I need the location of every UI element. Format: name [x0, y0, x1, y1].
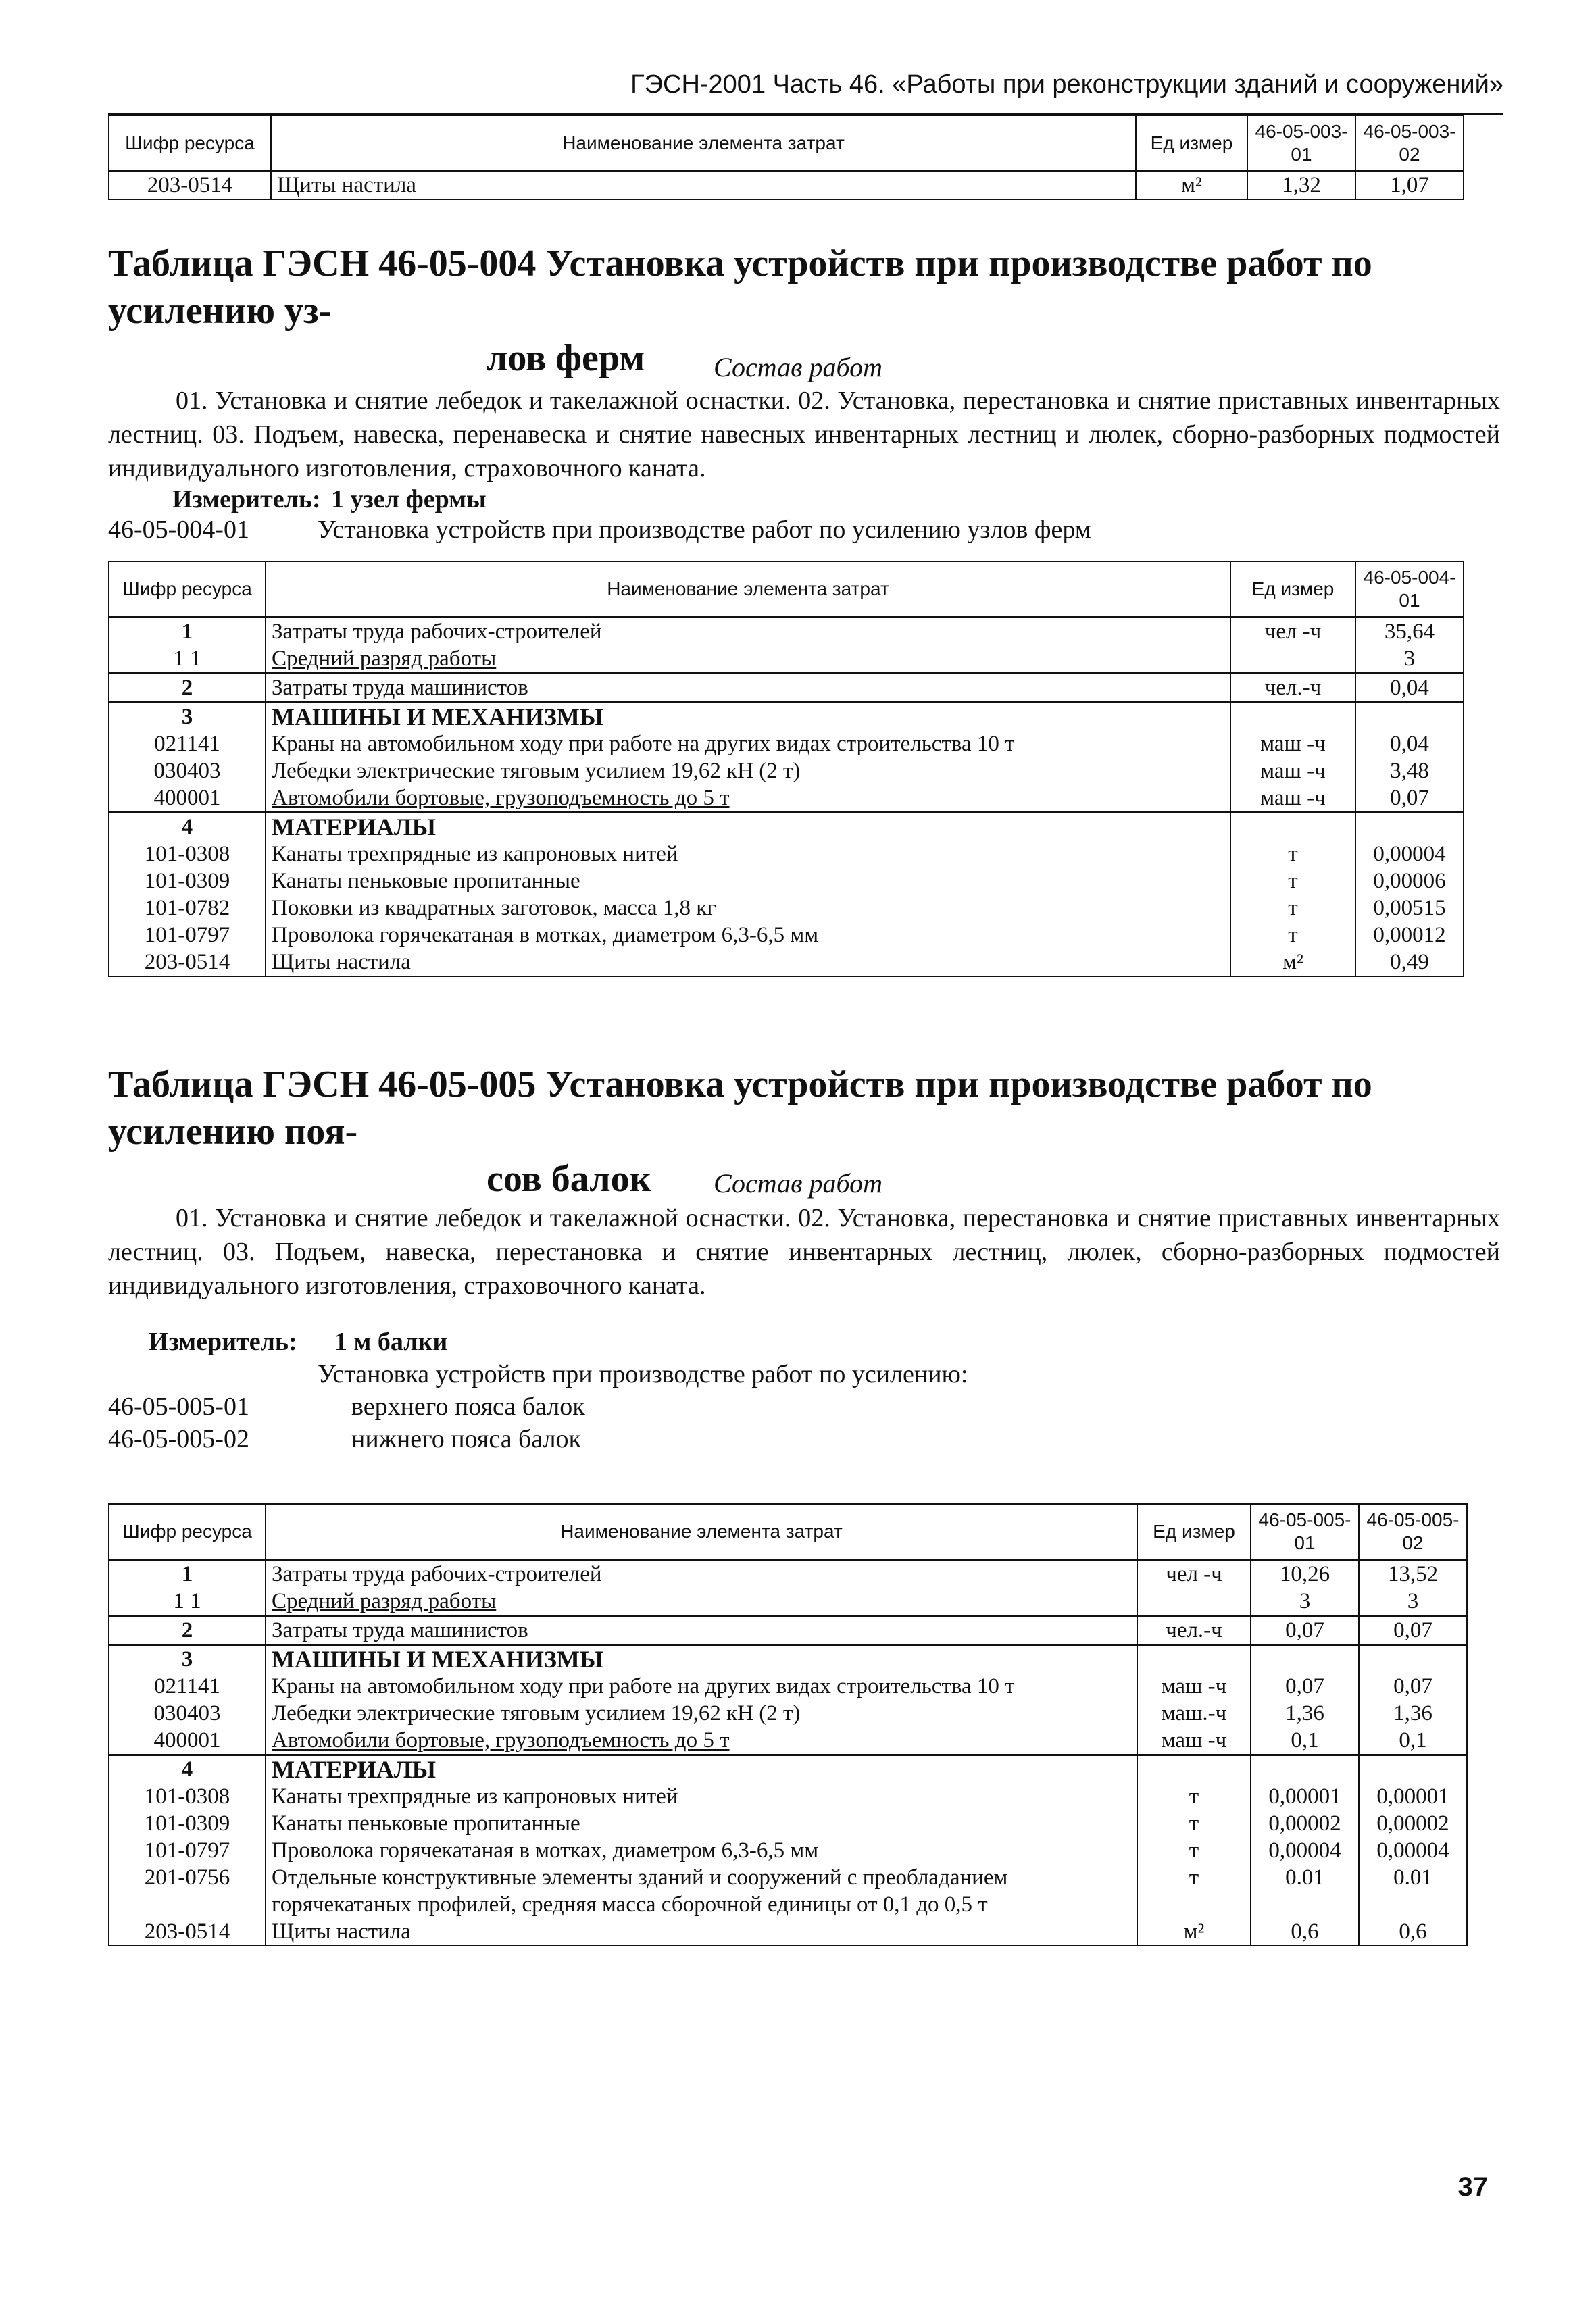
- cell-code: 021141: [109, 1673, 266, 1700]
- table-row: [109, 1673, 1467, 1700]
- cell-value: 13,52: [1359, 1560, 1467, 1588]
- cell-unit: м²: [1136, 171, 1247, 199]
- cell-value: 0,07: [1251, 1616, 1359, 1645]
- cell-code: 030403: [109, 757, 266, 784]
- table-004-title-line2: лов ферм: [487, 337, 645, 379]
- cell-code: 4: [109, 813, 266, 841]
- cell-name: Автомобили бортовые, грузоподъемность до 5 т: [266, 1727, 1137, 1755]
- cell-code: 203-0514: [109, 171, 271, 199]
- cell-value: 3: [1359, 1588, 1467, 1616]
- col-header-unit: Ед измер: [1136, 116, 1247, 171]
- table-004-composition-text: 01. Установка и снятие лебедок и такелажной оснастки. 02. Установка, перестановка и снятие приставных инвентарных лестниц. 03. Подъем, навеска, перенавеска и снятие навесных инвентарных лестниц и люлек, сборно-разборных подмостей индивидуального изготовления, страховочного каната.: [108, 386, 1500, 482]
- table-005-norm2-code: 46-05-005-02: [108, 1425, 249, 1453]
- table-section-row: [109, 813, 1464, 841]
- cell-unit: т: [1137, 1837, 1251, 1864]
- col-header-unit: Ед измер: [1137, 1504, 1251, 1560]
- table-row: [109, 1727, 1467, 1755]
- cell-name: Канаты трехпрядные из капроновых нитей: [266, 1783, 1137, 1810]
- cell-value: 0,00004: [1355, 840, 1464, 867]
- table-004-title-line1: Таблица ГЭСН 46-05-004 Установка устройств при производстве работ по усилению уз-: [108, 243, 1372, 332]
- cell-value: 0,00001: [1359, 1783, 1467, 1810]
- cell-code: 101-0309: [109, 867, 266, 895]
- col-header-code: Шифр ресурса: [109, 116, 271, 171]
- cell-code: 3: [109, 703, 266, 731]
- table-005-meter-label: Измеритель:: [149, 1328, 297, 1356]
- cell-value: 35,64: [1355, 618, 1464, 646]
- cell-name: МАТЕРИАЛЫ: [266, 1755, 1137, 1784]
- cell-value: 10,26: [1251, 1560, 1359, 1588]
- cell-unit: [1137, 1645, 1251, 1674]
- cell-value: 3: [1251, 1588, 1359, 1616]
- cell-value: 0,07: [1359, 1616, 1467, 1645]
- table-005-norm2-name: нижнего пояса балок: [351, 1425, 582, 1453]
- cell-unit: маш -ч: [1230, 784, 1355, 813]
- table-section-row: [109, 1755, 1467, 1784]
- cell-name: МАШИНЫ И МЕХАНИЗМЫ: [266, 1645, 1137, 1674]
- cell-value: 0,07: [1355, 784, 1464, 813]
- cell-code: 1 1: [109, 1588, 266, 1616]
- cell-name: Средний разряд работы: [266, 645, 1230, 674]
- cell-value: 3,48: [1355, 757, 1464, 784]
- cell-value: 0,00001: [1251, 1783, 1359, 1810]
- cell-code: 101-0309: [109, 1810, 266, 1837]
- table-004-norm-name: Установка устройств при производстве работ по усилению узлов ферм: [318, 515, 1091, 544]
- cell-value: 3: [1355, 645, 1464, 674]
- cell-unit: [1137, 1588, 1251, 1616]
- cell-unit: м²: [1137, 1918, 1251, 1946]
- cell-code: 1: [109, 618, 266, 646]
- col-header-norm: 46-05-005-02: [1359, 1504, 1467, 1560]
- cell-name: Средний разряд работы: [266, 1588, 1137, 1616]
- cell-name: МАШИНЫ И МЕХАНИЗМЫ: [266, 703, 1230, 731]
- cell-code: 2: [109, 1616, 266, 1645]
- cell-code: 4: [109, 1755, 266, 1784]
- cell-value: [1251, 1755, 1359, 1784]
- col-header-unit: Ед измер: [1230, 561, 1355, 618]
- table-row: [109, 645, 1464, 674]
- cell-name: Канаты трехпрядные из капроновых нитей: [266, 840, 1230, 867]
- cell-code: 1: [109, 1560, 266, 1588]
- table-row: [109, 674, 1464, 703]
- table-section-row: [109, 1645, 1467, 1674]
- cell-value: 1,32: [1247, 171, 1355, 199]
- cell-unit: [1137, 1755, 1251, 1784]
- cell-unit: [1230, 813, 1355, 841]
- col-header-name: Наименование элемента затрат: [271, 116, 1136, 171]
- table-005-composition-label: Состав работ: [714, 1168, 882, 1199]
- table-005: [108, 1503, 1468, 1946]
- cell-value: 0,6: [1251, 1918, 1359, 1946]
- table-row: [109, 1837, 1467, 1864]
- cell-unit: т: [1137, 1810, 1251, 1837]
- cell-name: Проволока горячекатаная в мотках, диаметром 6,3-6,5 мм: [266, 922, 1230, 949]
- cell-code: 400001: [109, 1727, 266, 1755]
- cell-unit: чел -ч: [1137, 1560, 1251, 1588]
- col-header-norm: 46-05-004-01: [1355, 561, 1464, 618]
- cell-value: 0,1: [1359, 1727, 1467, 1755]
- cell-unit: [1230, 645, 1355, 674]
- cell-value: 0,00004: [1251, 1837, 1359, 1864]
- table-row: [109, 922, 1464, 949]
- cell-code: 021141: [109, 730, 266, 757]
- cell-code: 400001: [109, 784, 266, 813]
- col-header-norm: 46-05-003-02: [1355, 116, 1464, 171]
- cell-unit: чел.-ч: [1230, 674, 1355, 703]
- cell-unit: т: [1230, 922, 1355, 949]
- table-row: [109, 1560, 1467, 1588]
- cell-unit: маш.-ч: [1137, 1700, 1251, 1727]
- cell-value: 0.01: [1251, 1864, 1359, 1918]
- table-row: [109, 1864, 1467, 1918]
- table-row: [109, 840, 1464, 867]
- cell-unit: чел -ч: [1230, 618, 1355, 646]
- table-row: [109, 171, 1464, 199]
- col-header-norm: 46-05-005-01: [1251, 1504, 1359, 1560]
- cell-value: 1,36: [1251, 1700, 1359, 1727]
- cell-name: Затраты труда машинистов: [266, 1616, 1137, 1645]
- running-header: ГЭСН-2001 Часть 46. «Работы при реконструкции зданий и сооружений»: [108, 64, 1503, 115]
- table-row: [109, 949, 1464, 976]
- cell-name: Отдельные конструктивные элементы зданий и сооружений с преобладанием горячекатаных профилей, средняя масса сборочной единицы от 0,1 до 0,5 т: [266, 1864, 1137, 1918]
- table-004: [108, 561, 1464, 977]
- cell-name: Лебедки электрические тяговым усилием 19,62 кН (2 т): [266, 1700, 1137, 1727]
- cell-name: Затраты труда машинистов: [266, 674, 1230, 703]
- table-004-meter-value: 1 узел фермы: [331, 485, 487, 513]
- cell-name: Щиты настила: [266, 1918, 1137, 1946]
- cell-unit: чел.-ч: [1137, 1616, 1251, 1645]
- col-header-name: Наименование элемента затрат: [266, 561, 1230, 618]
- cell-code: 101-0797: [109, 1837, 266, 1864]
- table-005-composition-text: 01. Установка и снятие лебедок и такелажной оснастки. 02. Установка, перестановка и снятие приставных инвентарных лестниц. 03. Подъем, навеска, перестановка и снятие инвентарных лестниц, люлек, сборно-разборных подмостей индивидуального изготовления, страховочного каната.: [108, 1204, 1500, 1300]
- cell-value: 0,04: [1355, 674, 1464, 703]
- cell-value: 0,00012: [1355, 922, 1464, 949]
- cell-name: Краны на автомобильном ходу при работе на других видах строительства 10 т: [266, 1673, 1137, 1700]
- cell-value: [1251, 1645, 1359, 1674]
- page-number: 37: [1457, 2172, 1488, 2202]
- table-row: [109, 1810, 1467, 1837]
- cell-unit: маш -ч: [1230, 730, 1355, 757]
- table-row: [109, 1616, 1467, 1645]
- table-004-composition-label: Состав работ: [714, 352, 882, 382]
- cell-value: 0,07: [1359, 1673, 1467, 1700]
- cell-name: Затраты труда рабочих-строителей: [266, 618, 1230, 646]
- cell-unit: маш -ч: [1137, 1673, 1251, 1700]
- col-header-code: Шифр ресурса: [109, 561, 266, 618]
- cell-code: 030403: [109, 1700, 266, 1727]
- table-row: [109, 618, 1464, 646]
- table-row: [109, 784, 1464, 813]
- cell-name: Щиты настила: [271, 171, 1136, 199]
- table-004-meter-label: Измеритель:: [172, 485, 321, 513]
- cell-code: 3: [109, 1645, 266, 1674]
- cell-name: Затраты труда рабочих-строителей: [266, 1560, 1137, 1588]
- table-row: [109, 1700, 1467, 1727]
- cell-value: 0,07: [1251, 1673, 1359, 1700]
- cell-name: Автомобили бортовые, грузоподъемность до 5 т: [266, 784, 1230, 813]
- cell-code: 101-0782: [109, 895, 266, 922]
- table-005-norm1-code: 46-05-005-01: [108, 1392, 249, 1421]
- cell-value: 0.01: [1359, 1864, 1467, 1918]
- table-005-title-line2: сов балок: [487, 1158, 651, 1200]
- cell-code: 2: [109, 674, 266, 703]
- cell-value: 0,1: [1251, 1727, 1359, 1755]
- table-row: [109, 1588, 1467, 1616]
- table-prev-continuation: [108, 115, 1464, 200]
- cell-value: 0,00002: [1251, 1810, 1359, 1837]
- cell-unit: т: [1137, 1864, 1251, 1918]
- cell-unit: маш -ч: [1137, 1727, 1251, 1755]
- table-row: [109, 867, 1464, 895]
- cell-name: Щиты настила: [266, 949, 1230, 976]
- col-header-norm: 46-05-003-01: [1247, 116, 1355, 171]
- table-005-title-line1: Таблица ГЭСН 46-05-005 Установка устройств при производстве работ по усилению поя-: [108, 1063, 1372, 1153]
- cell-value: 0,00002: [1359, 1810, 1467, 1837]
- cell-value: 0,00515: [1355, 895, 1464, 922]
- cell-name: Лебедки электрические тяговым усилием 19,62 кН (2 т): [266, 757, 1230, 784]
- table-004-norm-code: 46-05-004-01: [108, 515, 249, 544]
- cell-name: МАТЕРИАЛЫ: [266, 813, 1230, 841]
- cell-unit: т: [1137, 1783, 1251, 1810]
- table-section-row: [109, 703, 1464, 731]
- cell-name: Краны на автомобильном ходу при работе на других видах строительства 10 т: [266, 730, 1230, 757]
- cell-value: 0,6: [1359, 1918, 1467, 1946]
- cell-code: 101-0308: [109, 1783, 266, 1810]
- cell-code: 101-0308: [109, 840, 266, 867]
- table-005-norm-intro: Установка устройств при производстве работ по усилению:: [318, 1360, 968, 1388]
- col-header-name: Наименование элемента затрат: [266, 1504, 1137, 1560]
- table-005-meter-value: 1 м балки: [334, 1328, 448, 1356]
- cell-value: 0,00004: [1359, 1837, 1467, 1864]
- cell-name: Поковки из квадратных заготовок, масса 1,8 кг: [266, 895, 1230, 922]
- cell-code: 203-0514: [109, 1918, 266, 1946]
- cell-unit: т: [1230, 895, 1355, 922]
- table-row: [109, 1783, 1467, 1810]
- cell-code: 203-0514: [109, 949, 266, 976]
- cell-value: [1359, 1755, 1467, 1784]
- table-005-norm1-name: верхнего пояса балок: [351, 1392, 585, 1421]
- cell-code: 201-0756: [109, 1864, 266, 1918]
- table-row: [109, 895, 1464, 922]
- cell-value: 0,49: [1355, 949, 1464, 976]
- col-header-code: Шифр ресурса: [109, 1504, 266, 1560]
- table-row: [109, 757, 1464, 784]
- cell-value: [1355, 703, 1464, 731]
- cell-unit: м²: [1230, 949, 1355, 976]
- cell-unit: т: [1230, 867, 1355, 895]
- cell-value: [1355, 813, 1464, 841]
- cell-code: 1 1: [109, 645, 266, 674]
- cell-name: Проволока горячекатаная в мотках, диаметром 6,3-6,5 мм: [266, 1837, 1137, 1864]
- cell-value: 0,00006: [1355, 867, 1464, 895]
- cell-value: [1359, 1645, 1467, 1674]
- cell-unit: [1230, 703, 1355, 731]
- table-row: [109, 730, 1464, 757]
- cell-name: Канаты пеньковые пропитанные: [266, 1810, 1137, 1837]
- table-row: [109, 1918, 1467, 1946]
- cell-value: 0,04: [1355, 730, 1464, 757]
- cell-unit: т: [1230, 840, 1355, 867]
- cell-code: 101-0797: [109, 922, 266, 949]
- cell-value: 1,36: [1359, 1700, 1467, 1727]
- cell-name: Канаты пеньковые пропитанные: [266, 867, 1230, 895]
- cell-unit: маш -ч: [1230, 757, 1355, 784]
- cell-value: 1,07: [1355, 171, 1464, 199]
